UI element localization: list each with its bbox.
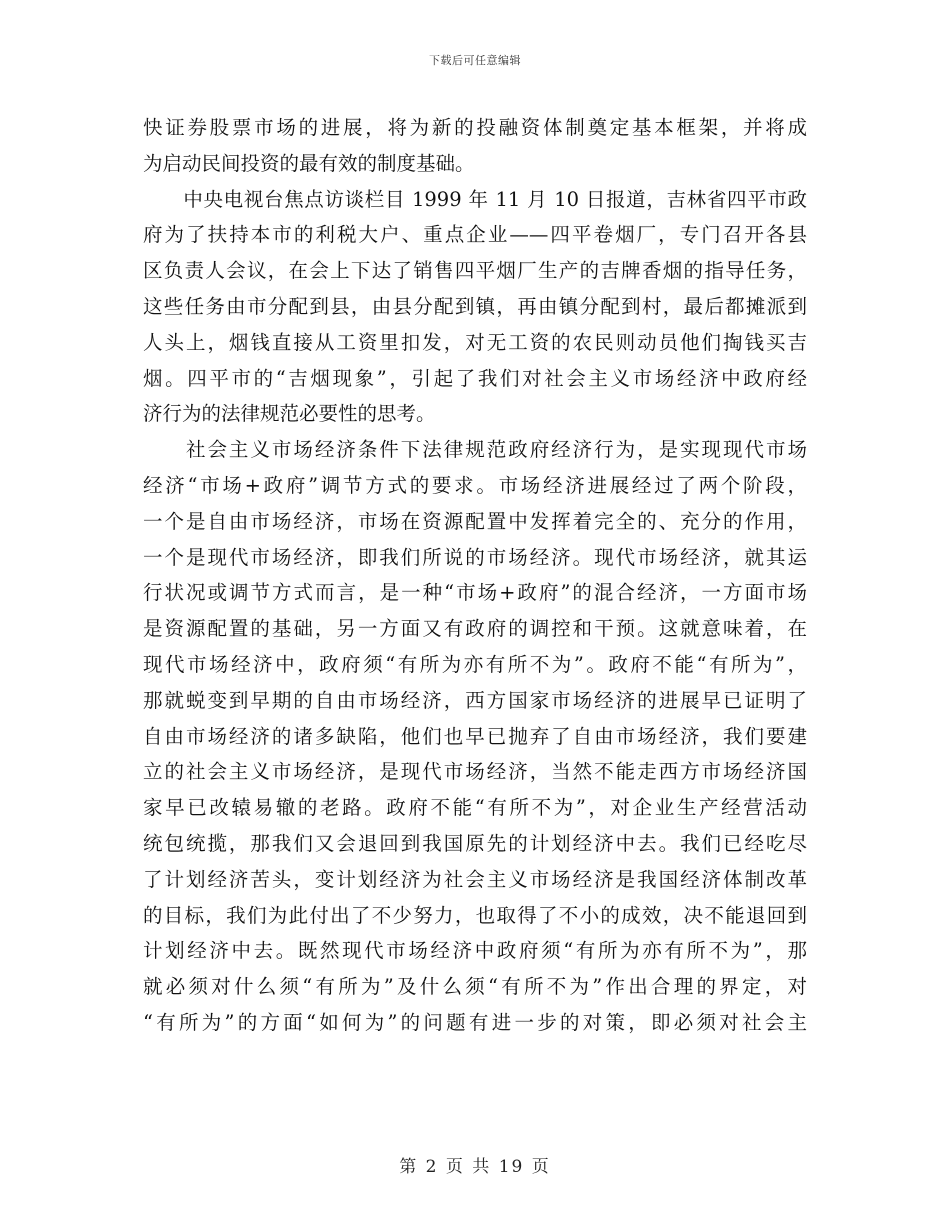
text-line: 是资源配置的基础，另一方面又有政府的调控和干预。这就意味着，在 <box>143 617 807 641</box>
document-body <box>143 110 807 1041</box>
text-line: 立的社会主义市场经济，是现代市场经济，当然不能走西方市场经济国 <box>143 760 807 784</box>
page-number: 第 2 页 共 19 页 <box>399 1157 551 1177</box>
text-line: 区负责人会议，在会上下达了销售四平烟厂生产的吉牌香烟的指导任务， <box>143 259 807 283</box>
text-line: 这些任务由市分配到县，由县分配到镇，再由镇分配到村，最后都摊派到 <box>143 294 807 318</box>
text-line: 府为了扶持本市的利税大户、重点企业——四平卷烟厂，专门召开各县 <box>143 223 807 247</box>
text-line: 中央电视台焦点访谈栏目 1999 年 11 月 10 日报道，吉林省四平市政 <box>143 187 807 211</box>
text-line: 现代市场经济中，政府须“有所为亦有所不为”。政府不能“有所为”， <box>143 652 807 676</box>
text-line: 那就蜕变到早期的自由市场经济，西方国家市场经济的进展早已证明了 <box>143 688 807 712</box>
text-line: 为启动民间投资的最有效的制度基础。 <box>143 151 475 175</box>
text-line: 一个是现代市场经济，即我们所说的市场经济。现代市场经济，就其运 <box>143 545 807 569</box>
text-line: 经济“市场+政府”调节方式的要求。市场经济进展经过了两个阶段， <box>143 473 807 497</box>
text-line: 家早已改辕易辙的老路。政府不能“有所不为”，对企业生产经营活动 <box>143 796 807 820</box>
text-line: 的目标，我们为此付出了不少努力，也取得了不小的成效，决不能退回到 <box>143 903 807 927</box>
page-header: 下载后可任意编辑 <box>429 54 521 67</box>
text-line: 人头上，烟钱直接从工资里扣发，对无工资的农民则动员他们掏钱买吉 <box>143 330 807 354</box>
text-line: “有所为”的方面“如何为”的问题有进一步的对策，即必须对社会主 <box>143 1010 807 1034</box>
text-line: 一个是自由市场经济，市场在资源配置中发挥着完全的、充分的作用， <box>143 509 807 533</box>
text-line: 烟。四平市的“吉烟现象”，引起了我们对社会主义市场经济中政府经 <box>143 366 807 390</box>
text-line: 快证券股票市场的进展，将为新的投融资体制奠定基本框架，并将成 <box>143 116 807 139</box>
text-line: 行状况或调节方式而言，是一种“市场+政府”的混合经济，一方面市场 <box>143 581 807 605</box>
text-line: 统包统揽，那我们又会退回到我国原先的计划经济中去。我们已经吃尽 <box>143 831 807 855</box>
text-line: 就必须对什么须“有所为”及什么须“有所不为”作出合理的界定，对 <box>143 975 807 999</box>
text-line: 自由市场经济的诸多缺陷，他们也早已抛弃了自由市场经济，我们要建 <box>143 724 807 748</box>
text-line: 济行为的法律规范必要性的思考。 <box>143 402 436 426</box>
text-line: 社会主义市场经济条件下法律规范政府经济行为，是实现现代市场 <box>143 438 807 462</box>
text-line: 了计划经济苦头，变计划经济为社会主义市场经济是我国经济体制改革 <box>143 867 807 891</box>
text-line: 计划经济中去。既然现代市场经济中政府须“有所为亦有所不为”，那 <box>143 939 807 963</box>
